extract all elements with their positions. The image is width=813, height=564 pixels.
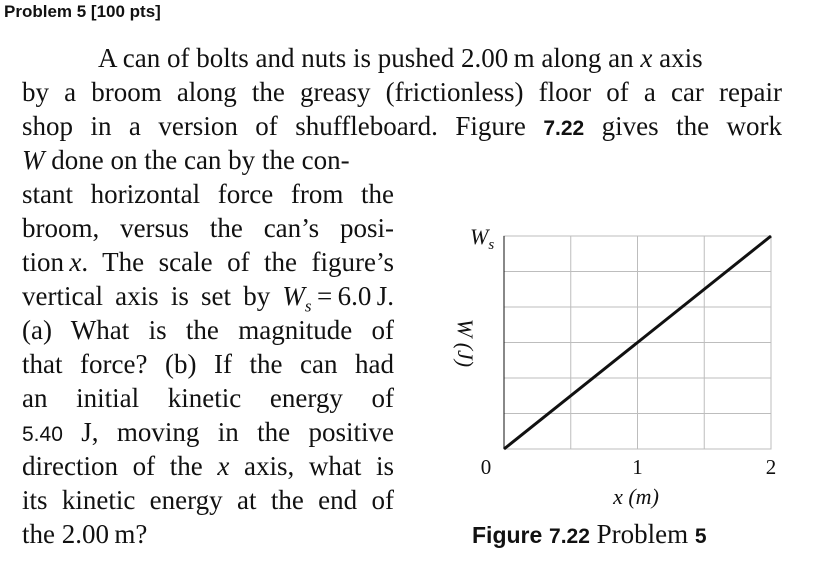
x-tick-label: 2 (765, 455, 777, 479)
text-line-3: shop in a version of shuffleboard. Figure 7.22 gives the work (22, 111, 782, 141)
text-line-12: 5.40 J, moving in the positive (22, 417, 394, 447)
caption-text: Problem (589, 519, 695, 549)
figure-caption (472, 518, 707, 554)
y-axis-label: W (J) (453, 318, 478, 368)
text-line-7: tion x. The scale of the figure’s (22, 247, 394, 277)
caption-label: Figure (472, 522, 543, 548)
caption-number: 7.22 (549, 525, 590, 548)
text-line-9: (a) What is the magnitude of (22, 315, 394, 345)
figure-ref: 7.22 (543, 117, 585, 140)
text-line-8: vertical axis is set by $W_s = 6.0$ J. (22, 281, 394, 316)
x-tick-label: 0 (480, 455, 492, 479)
caption-problem: 5 (694, 525, 707, 548)
kinetic-energy-value: 5.40 (22, 423, 63, 446)
text-line-15: the 2.00 m? (22, 519, 148, 549)
y-scale-label: $W_s$ (470, 224, 495, 253)
text-line-13: direction of the x axis, what is (22, 451, 394, 481)
text-line-4: W done on the can by the con- (22, 145, 350, 175)
x-axis-label: x (m) (613, 484, 659, 509)
problem-heading: Problem 5 [100 pts] (4, 2, 161, 21)
text-line-11: an initial kinetic energy of (22, 383, 394, 413)
text-line-5: stant horizontal force from the (22, 179, 394, 209)
text-line-6: broom, versus the can’s posi- (22, 213, 394, 243)
x-tick-label: 1 (632, 455, 643, 479)
text-line-10: that force? (b) If the can had (22, 349, 394, 379)
text-line-1: A can of bolts and nuts is pushed 2.00 m along an x axis (98, 43, 703, 73)
text-line-2: by a broom along the greasy (frictionless) floor of a car repair (22, 77, 782, 107)
text-line-14: its kinetic energy at the end of (22, 485, 394, 515)
